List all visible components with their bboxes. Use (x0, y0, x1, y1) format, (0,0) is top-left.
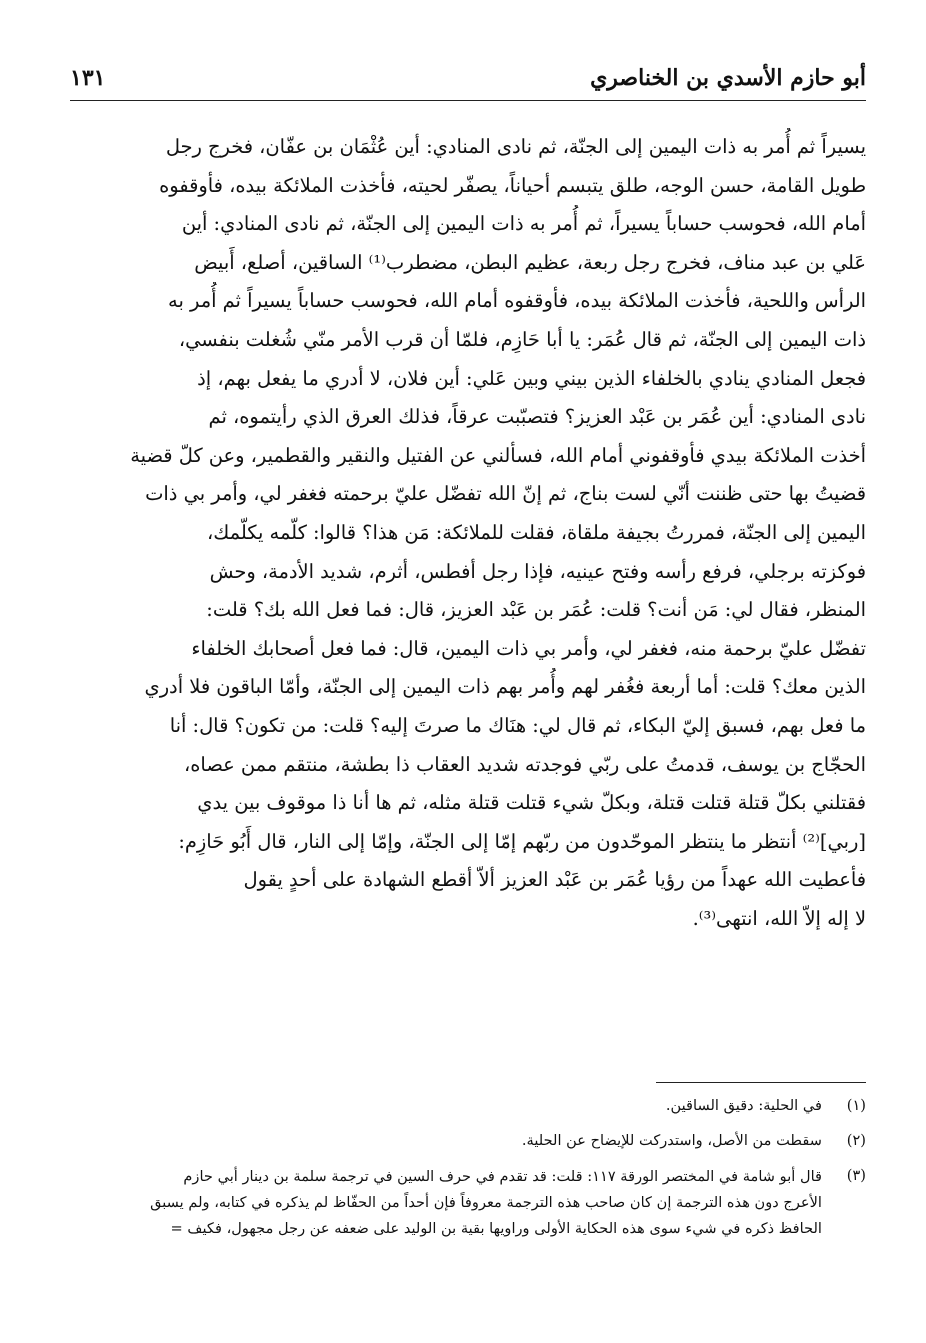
text-line: فقتلني بكلّ قتلة قتلت قتلة، وبكلّ شيء قتلت قتلة مثله، ثم ها أنا ذا موقوف بين يدي (197, 791, 866, 815)
footnote-number: (٣) (846, 1167, 866, 1184)
footnote-text (70, 1164, 822, 1242)
text-line: الذين معك؟ قلت: أما أربعة فغُفر لهم وأُمر بهم ذات اليمين إلى الجنّة، وأمّا الباقون فلا أدري (144, 675, 866, 699)
footnote (70, 1129, 866, 1153)
text-line: أخذت الملائكة بيدي فأوقفوني أمام الله، فسألني عن الفتيل والنقير والقطمير، وعن كلّ قضية (130, 443, 866, 467)
footnote-line: في الحلية: دقيق الساقين. (665, 1097, 822, 1114)
text-line: الحجّاج بن يوسف، قدمتُ على ربّي فوجدته شديد العقاب ذا بطشة، منتقم ممن عصاه، (184, 752, 866, 776)
text-line: اليمين إلى الجنّة، فمررتُ بجيفة ملقاة، فقلت للملائكة: مَن هذا؟ قالوا: كلّمه يكلّمك، (207, 520, 866, 544)
text-line: المنظر، فقال لي: مَن أنت؟ قلت: عُمَر بن عَبْد العزيز، قال: فما فعل الله بك؟ قلت: (206, 598, 866, 622)
text-line: تفضّل عليّ برحمة منه، فغفر لي، وأمر بي ذات اليمين، قال: فما فعل أصحابك الخلفاء (191, 636, 866, 660)
footnote-text (70, 1094, 822, 1118)
footnote-number: (١) (846, 1097, 866, 1114)
text-line: فوكزته برجلي، فرفع رأسه وفتح عينيه، فإذا رجل أفطس، أثرم، شديد الأدمة، وحش (209, 559, 866, 583)
page-number: ١٣١ (70, 65, 106, 91)
text-line: قضيتُ بها حتى ظننت أنّي لست بناج، ثم إنّ الله تفضّل عليّ برحمته فغفر لي، وأمر بي ذات (145, 482, 866, 506)
footnote-line: الحافظ ذكره في شيء سوى هذه الحكاية الأولى وراويها بقية بن الوليد على ضعفه عن رجل مجهول، فكيف = (170, 1220, 822, 1237)
text-line: فجعل المنادي ينادي بالخلفاء الذين بيني وبين عَلي: أين فلان، لا أدري ما يفعل بهم، إذ (197, 366, 866, 390)
header-rule (70, 100, 866, 101)
page-header (70, 62, 866, 102)
text-line: نادى المنادي: أين عُمَر بن عَبْد العزيز؟ فتصبّبت عرقاً، فذلك العرق الذي رأيتموه، ثم (208, 405, 866, 429)
text-line: عَلي بن عبد مناف، فخرج رجل ربعة، عظيم البطن، مضطرب⁽¹⁾ الساقين، أصلع، أَبيض (194, 250, 866, 274)
footnote (70, 1164, 866, 1242)
text-line: [ربي]⁽²⁾ أنتظر ما ينتظر الموحّدون من ربّهم إمّا إلى الجنّة، وإمّا إلى النار، قال أَبُو حَازِم: (178, 829, 866, 853)
text-line: يسيراً ثم أُمر به ذات اليمين إلى الجنّة، ثم نادى المنادي: أين عُثْمَان بن عفّان، فخرج رجل (165, 135, 866, 158)
text-line: ذات اليمين إلى الجنّة، ثم قال عُمَر: يا أبا حَازِم، فلمّا أن قرب الأمر منّي شُغلت بنفسي، (178, 327, 866, 351)
text-line: طويل القامة، حسن الوجه، طلق يتبسم أحياناً، يصفّر لحيته، فأخذت الملائكة بيده، فأوقفوه (159, 173, 866, 197)
body-text (70, 128, 866, 938)
text-line: فأعطيت الله عهداً من رؤيا عُمَر بن عَبْد العزيز ألاّ أقطع الشهادة على أحدٍ يقول (243, 868, 866, 892)
footnote-separator (656, 1082, 866, 1083)
text-line: لا إله إلاّ الله، انتهى⁽³⁾. (692, 906, 866, 930)
text-line: ما فعل بهم، فسبق إليّ البكاء، ثم قال لي: هنَاك ما صرتَ إليه؟ قلت: من تكون؟ قال: أنا (169, 713, 866, 737)
footnote-line: قال أبو شامة في المختصر الورقة ١١٧: قلت: قد تقدم في حرف السين في ترجمة سلمة بن دينار أبي حازم (183, 1168, 822, 1185)
footnotes (70, 1094, 866, 1242)
footnote (70, 1094, 866, 1118)
text-line: أمام الله، فحوسب حساباً يسيراً، ثم أُمر به ذات اليمين إلى الجنّة، ثم نادى المنادي: أين (181, 212, 866, 236)
footnote-line: سقطت من الأصل، واستدركت للإيضاح عن الحلية. (521, 1132, 822, 1149)
footnote-number: (٢) (846, 1132, 866, 1149)
text-line: الرأس واللحية، فأخذت الملائكة بيده، فأوقفوه أمام الله، فحوسب حساباً يسيراً ثم أُمر به (168, 289, 866, 313)
footnote-text (70, 1129, 822, 1153)
running-title: أبو حازم الأسدي بن الخناصري (590, 65, 866, 91)
footnote-line: الأعرج دون هذه الترجمة إن كان صاحب هذه الترجمة معروفاً فإن أحداً من الحفّاظ لم يذكره في كتابه، ولم يسبق (150, 1194, 822, 1211)
